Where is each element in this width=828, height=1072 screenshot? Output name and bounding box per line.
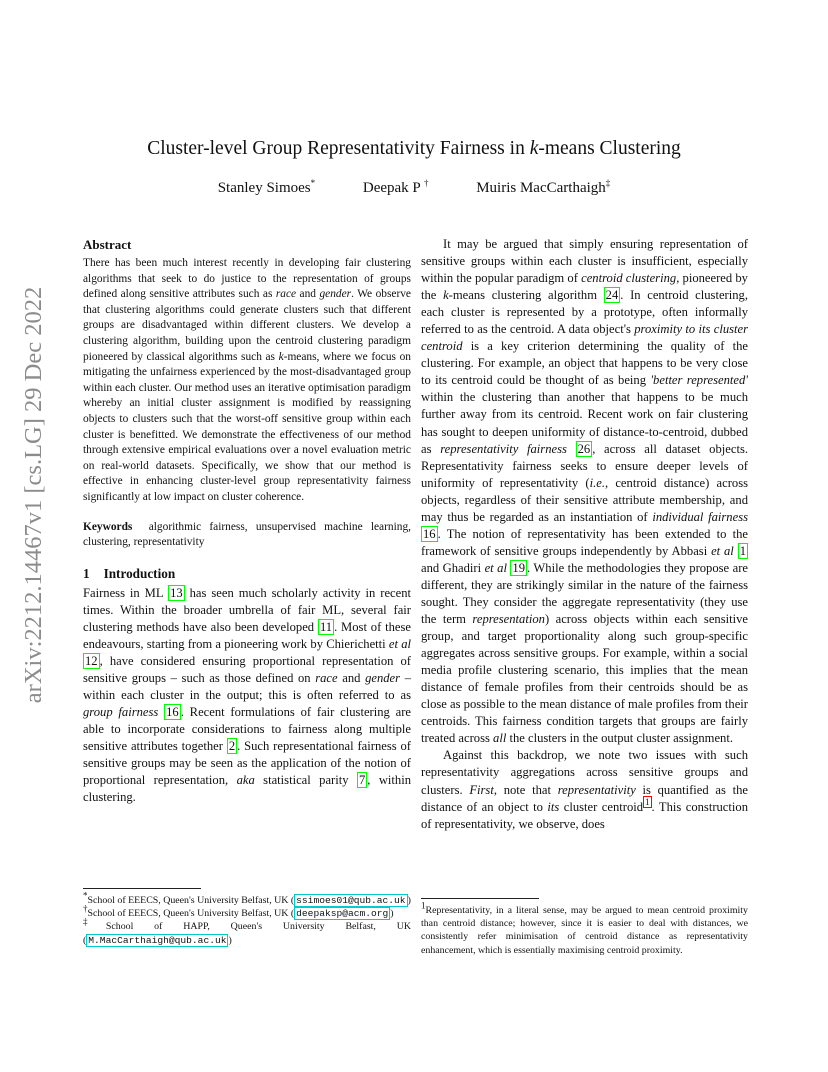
citation-link[interactable]: 26: [577, 441, 591, 456]
citation-link[interactable]: 12: [85, 653, 98, 668]
paper-title: Cluster-level Group Representativity Fairness in k-means Clustering: [147, 138, 681, 159]
intro-paragraph-3: Against this backdrop, we note two issues with such representativity aggregations across sensitive groups and clusters. First, note that representativity is quantified as the distance of an object to its cluster centroid $^1$ . This construction of representativity, we observe, does: [421, 748, 748, 831]
email-link[interactable]: ssimoes01@qub.ac.uk: [296, 895, 406, 906]
footnote-affiliation: ‡School of HAPP, Queen's University Belfast, UK ( M.MacCarthaigh@qub.ac.uk ): [83, 917, 411, 946]
abstract-heading: Abstract: [83, 237, 132, 252]
arxiv-stamp-area: [20, 285, 60, 705]
citation-link[interactable]: 24: [605, 288, 619, 303]
email-link[interactable]: M.MacCarthaigh@qub.ac.uk: [88, 934, 227, 946]
abstract-text: There has been much interest recently in developing fair clustering algorithms that seek to do justice to the representation of groups defined along sensitive attributes such as race and gender. We observe that clustering algorithms could generate clusters such that different groups are disadvantaged within different clusters. We develop a clustering algorithm, building upon the centroid clustering paradigm pioneered by classical algorithms such as k-means, where we focus on mitigating the unfairness experienced by the most-disadvantaged group within each cluster. Our method uses an iterative optimisation paradigm whereby an initial cluster assignment is modified by reassigning objects to clusters such that the worst-off sensitive group within each cluster is benefitted. We demonstrate the effectiveness of our method through extensive empirical evaluations over a novel evaluation metric on real-world datasets. Specifically, we show that our method is effective in enhancing cluster-level group representativity fairness significantly at low impact on cluster coherence.: [83, 257, 411, 503]
author: Muiris MacCarthaigh‡: [476, 178, 611, 196]
left-column: [83, 236, 411, 806]
author: Deepak P †: [362, 178, 429, 196]
footnote-rule: [421, 898, 539, 899]
citation-link[interactable]: 1: [739, 543, 746, 558]
email-link[interactable]: deepaksp@acm.org: [296, 908, 389, 920]
author-footnotes: [83, 888, 411, 947]
citation-link[interactable]: 7: [358, 773, 366, 788]
citation-link[interactable]: 16: [423, 526, 436, 541]
intro-paragraph-2: It may be argued that simply ensuring representation of sensitive groups within each cluster is insufficient, especially within the popular paradigm of centroid clustering, pioneered by the k-means clustering algorithm 24 . In centroid clustering, each cluster is represented by a prototype, often informally referred to as the centroid. A data object's proximity to its cluster centroid is a key criterion determining the quality of the clustering. For example, an object that happens to be very close to its centroid could be thought of as being 'better represented' within the clustering than another that happens to be much further away from its centroid. Recent work on fair clustering has sought to deepen uniformity of distance-to-centroid, dubbed as representativity fairness 26 , across all dataset objects. Representativity fairness seeks to ensure deeper levels of uniformity of representativity (i.e., centroid distance) across objects, regardless of their sensitive attribute membership, and may thus be regarded as an instantiation of individual fairness 16 . The notion of representativity has been extended to the framework of sensitive groups independently by Abbasi et al 1 and Ghadiri et al 19 . While the methodologies they propose are different, they are strikingly similar in the nature of the fairness sought. They consider the aggregate representativity (they use the term representation) across objects within each sensitive group, and target proportionality along such group-specific aggregates across sensitive groups. For example, within a social media profile clustering scenario, this implies that the mean distance of female profiles from their centroids should be as close as possible to the mean distance of male profiles from their centroids. This fairness condition targets that groups are fairly treated across all the clusters in the output cluster assignment.: [421, 237, 749, 746]
citation-link[interactable]: 16: [166, 705, 179, 720]
section-heading-introduction: 1 Introduction: [83, 565, 176, 581]
intro-paragraph-1: Fairness in ML 13 has seen much scholarly activity in recent times. Within the broader umbrella of fair ML, several fair clustering methods have also been developed 11 . Most of these endeavours, starting from a pioneering work by Chierichetti et al 12 , have considered ensuring proportional representation of sensitive groups – such as those defined on race and gender – within each cluster in the output; this is often referred to as group fairness 16 . Recent formulations of fair clustering are able to incorporate considerations to fairness along multiple sensitive attributes together 2 . Such representational fairness of sensitive groups may be seen as the application of the notion of proportional representation, aka statistical parity 7 , within clustering.: [83, 585, 412, 805]
footnote-rule: [83, 888, 201, 889]
arxiv-stamp: arXiv:2212.14467v1 [cs.LG] 29 Dec 2022: [20, 286, 47, 704]
footnote-section: [421, 898, 748, 957]
footnote-link[interactable]: 1: [645, 797, 650, 808]
footnote-affiliation: †School of EEECS, Queen's University Belfast, UK ( deepaksp@acm.org ): [83, 903, 394, 920]
citation-link[interactable]: 11: [319, 619, 333, 634]
footnote-affiliation: *School of EEECS, Queen's University Belfast, UK ( ssimoes01@qub.ac.uk ): [83, 890, 411, 906]
author-list: [0, 180, 828, 197]
citation-link[interactable]: 13: [170, 585, 183, 600]
citation-link[interactable]: 2: [228, 739, 236, 754]
author: Stanley Simoes*: [217, 178, 316, 196]
citation-link[interactable]: 19: [512, 560, 526, 575]
right-column: [421, 236, 748, 833]
keywords: Keywords algorithmic fairness, unsupervised machine learning, clustering, representativity: [83, 520, 412, 549]
footnote-1: $^1$Representativity, in a literal sense, may be argued to mean centroid proximity than centroid distance; however, since it is easier to deal with distances, we consistently refer minimisation of centroid distance as representativity enhancement, which is essentially maximising centroid proximity.: [421, 900, 748, 956]
